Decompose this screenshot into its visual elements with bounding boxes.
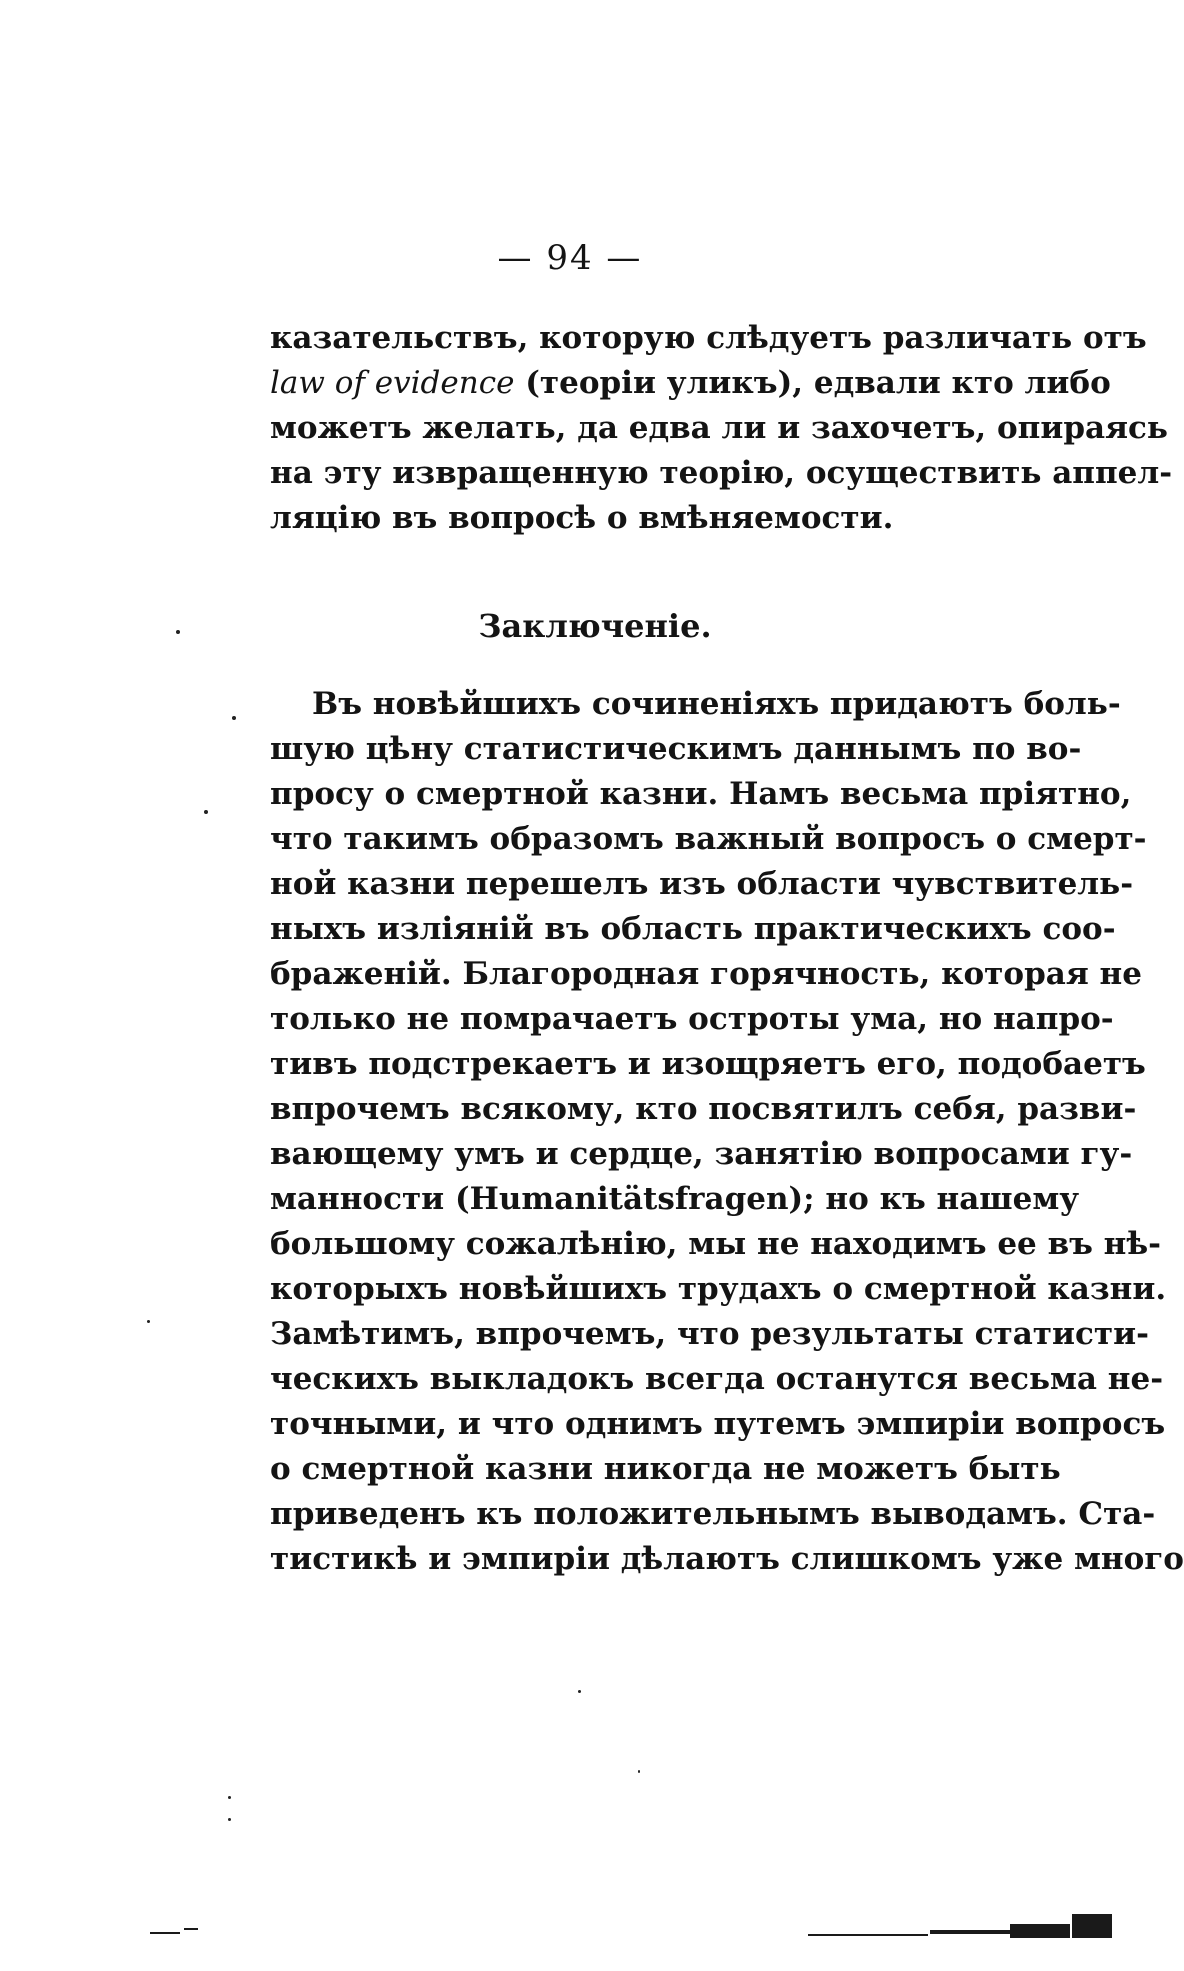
scan-speck <box>638 1770 640 1773</box>
text-line: большому сожалѣнію, мы не находимъ ее въ нѣ- <box>270 1226 1162 1262</box>
text-line: ческихъ выкладокъ всегда останутся весьма не- <box>270 1361 1164 1397</box>
scan-edge-mark <box>1010 1924 1070 1938</box>
italic-term: law of evidence <box>270 365 515 401</box>
text-line: о смертной казни никогда не можетъ быть <box>270 1451 1061 1487</box>
scan-speck <box>228 1796 231 1799</box>
text-line: Въ новѣйшихъ сочиненіяхъ придаютъ боль- <box>312 686 1121 722</box>
text-line: просу о смертной казни. Намъ весьма пріятно, <box>270 776 1132 812</box>
text-line: что такимъ образомъ важный вопросъ о смерт- <box>270 821 1147 857</box>
text-line: приведенъ къ положительнымъ выводамъ. Ста- <box>270 1496 1156 1532</box>
text-line: вающему умъ и сердце, занятію вопросами гу- <box>270 1136 1133 1172</box>
scan-speck <box>578 1690 581 1693</box>
text-line: впрочемъ всякому, кто посвятилъ себя, разви- <box>270 1091 1137 1127</box>
scan-speck <box>147 1320 150 1323</box>
scan-edge-mark <box>150 1932 180 1934</box>
text-line: только не помрачаетъ остроты ума, но напро- <box>270 1001 1114 1037</box>
text-line: можетъ желать, да едва ли и захочетъ, опираясь <box>270 410 1168 446</box>
scan-edge-mark <box>808 1934 928 1936</box>
section-heading: Заключеніе. <box>478 607 712 645</box>
text-line: ляцію въ вопросѣ о вмѣняемости. <box>270 500 894 536</box>
scan-speck <box>176 630 180 634</box>
text-line: шую цѣну статистическимъ даннымъ по во- <box>270 731 1082 767</box>
scan-edge-mark <box>930 1930 1010 1934</box>
scan-speck <box>204 810 208 814</box>
text-line: тивъ подстрекаетъ и изощряетъ его, подобаетъ <box>270 1046 1146 1082</box>
main-paragraph <box>270 682 1184 1582</box>
text-line: ныхъ изліяній въ область практическихъ соо- <box>270 911 1116 947</box>
scan-edge-mark <box>184 1928 198 1930</box>
scan-speck <box>228 1818 231 1821</box>
scan-edge-mark <box>1072 1914 1112 1938</box>
text-line: которыхъ новѣйшихъ трудахъ о смертной казни. <box>270 1271 1167 1307</box>
text-line: Замѣтимъ, впрочемъ, что результаты статисти- <box>270 1316 1149 1352</box>
top-paragraph <box>270 316 1173 541</box>
text-line: манности (Humanitätsfragen); но къ нашему <box>270 1181 1080 1217</box>
text-line: браженій. Благородная горячность, которая не <box>270 956 1142 992</box>
text-line: тистикѣ и эмпиріи дѣлаютъ слишкомъ уже много <box>270 1541 1184 1577</box>
page-number: — 94 — <box>497 238 643 278</box>
text-line: казательствъ, которую слѣдуетъ различать отъ <box>270 320 1147 356</box>
text-line: ной казни перешелъ изъ области чувствитель- <box>270 866 1134 902</box>
scan-speck <box>232 716 236 720</box>
text-line: точными, и что однимъ путемъ эмпиріи вопросъ <box>270 1406 1166 1442</box>
text-line: на эту извращенную теорію, осуществить аппел- <box>270 455 1173 491</box>
text-line: law of evidence (теоріи уликъ), едвали кто либо <box>270 365 1111 401</box>
